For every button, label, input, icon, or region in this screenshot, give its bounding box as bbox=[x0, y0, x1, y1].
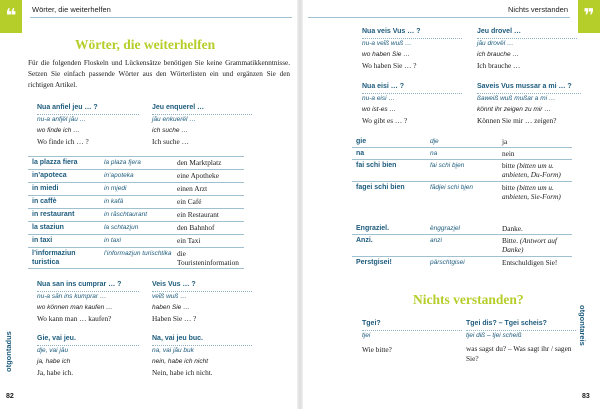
phrase-literal: wo können man kaufen … bbox=[37, 304, 113, 311]
phrase-phonetic: na, vai jău buk bbox=[152, 347, 194, 354]
table-german: den Bahnhof bbox=[177, 223, 215, 232]
table-german: ein Taxi bbox=[177, 236, 201, 245]
phrase-literal: haben Sie … bbox=[152, 304, 190, 311]
table-phonetic: in’apoteka bbox=[104, 172, 134, 179]
divider bbox=[477, 93, 581, 94]
table-german: Danke. bbox=[502, 224, 523, 233]
phrase-german: Nein, habe ich nicht. bbox=[152, 368, 213, 377]
table-rule bbox=[28, 208, 244, 209]
phrase-phonetic: tjei bbox=[362, 332, 371, 339]
phrase-label: Jeu enquerel … bbox=[152, 104, 205, 111]
phrase-german: Können Sie mir … zeigen? bbox=[477, 116, 557, 125]
table-phonetic: in taxi bbox=[104, 237, 121, 244]
table-phonetic: anzi bbox=[430, 237, 442, 244]
phrase-label: Tgei dis? – Tgei scheis? bbox=[466, 320, 547, 327]
table-german bbox=[502, 183, 574, 201]
divider bbox=[477, 38, 577, 39]
table-rule bbox=[28, 221, 244, 222]
header-rule bbox=[30, 17, 292, 18]
phrase-label: Gie, vai jeu. bbox=[37, 335, 76, 342]
table-phonetic: la plaza fi̯era bbox=[104, 159, 141, 166]
phrase-german: Wo finde ich … ? bbox=[37, 137, 89, 146]
phrase-german: Wie bitte? bbox=[362, 345, 392, 354]
table-german: nein bbox=[502, 149, 515, 158]
divider bbox=[152, 345, 252, 346]
divider bbox=[362, 93, 462, 94]
table-phonetic: na bbox=[430, 150, 438, 157]
table-german: Entschuldigen Sie! bbox=[502, 258, 558, 267]
phrase-label: Nua eisi … ? bbox=[362, 83, 405, 90]
phrase-german: Wo kann man … kaufen? bbox=[37, 314, 112, 323]
table-phonetic: ënggrazi̯el bbox=[430, 225, 460, 232]
phrase-phonetic: nu-a veĭß wuß … bbox=[362, 40, 412, 47]
table-phonetic: fădjei schi bi̯en bbox=[430, 184, 473, 191]
phrase-literal: ich suche … bbox=[152, 127, 188, 134]
divider bbox=[466, 330, 576, 331]
phrase-literal: wo finde ich … bbox=[37, 127, 80, 134]
german-text: bitte bbox=[502, 161, 517, 170]
table-term: l’informaziun turistica bbox=[32, 250, 76, 266]
running-header: Nichts verstanden bbox=[508, 5, 569, 14]
phrase-label: Nua anfiel jeu … ? bbox=[37, 104, 98, 111]
table-term: gie bbox=[356, 138, 367, 145]
table-german: ja bbox=[502, 137, 508, 146]
phrase-label: Nua veis Vus … ? bbox=[362, 28, 421, 35]
phrase-label: Jeu drovel … bbox=[477, 28, 521, 35]
page-number: 82 bbox=[6, 393, 14, 400]
table-term: fai schi bien bbox=[356, 162, 397, 169]
phrase-literal: was sagst du? – Was sagt ihr / sagen Sie? bbox=[466, 344, 572, 363]
phrase-german: Wo haben Sie … ? bbox=[362, 61, 417, 70]
page-number: 83 bbox=[582, 393, 590, 400]
table-phonetic: in mi̯edi bbox=[104, 185, 127, 192]
phrase-german: Ich brauche … bbox=[477, 61, 521, 70]
table-rule bbox=[352, 234, 572, 235]
table-phonetic: in răschtaurant bbox=[104, 211, 147, 218]
table-rule bbox=[28, 182, 244, 183]
phrase-phonetic: nu-a săn ins kumprar … bbox=[37, 293, 107, 300]
section-title: Nichts verstanden? bbox=[413, 292, 524, 307]
divider bbox=[152, 114, 252, 115]
phrase-label: Veis Vus … ? bbox=[152, 281, 196, 288]
table-term: la staziun bbox=[32, 224, 64, 231]
table-german: die Touristeninformation bbox=[177, 249, 239, 267]
intro-paragraph: Für die folgenden Floskeln und Lückensätze benötigen Sie keine Grammatikkenntnisse. Setzen Sie einfach passende Wörter aus den Wörterlisten ein und ergänzen Sie den richtigen Artikel. bbox=[28, 59, 290, 89]
phrase-german: Ja, habe ich. bbox=[37, 368, 74, 377]
german-note: (bitten um u. anbieten, Du-Form) bbox=[502, 161, 561, 179]
table-term: la plazza fiera bbox=[32, 159, 78, 166]
table-phonetic: pärschtgisei bbox=[430, 259, 465, 266]
running-header: Wörter, die weiterhelfen bbox=[32, 5, 111, 14]
phrase-phonetic: tjei diß – tjei scheiß bbox=[466, 332, 522, 339]
table-german bbox=[502, 161, 574, 179]
header-rule bbox=[308, 17, 570, 18]
table-german: ein Restaurant bbox=[177, 210, 219, 219]
table-term: Engraziel. bbox=[356, 225, 390, 232]
phrase-phonetic: jău enkuerël … bbox=[152, 116, 196, 123]
table-german: ein Café bbox=[177, 197, 202, 206]
table-phonetic: la schtazi̯un bbox=[104, 224, 139, 231]
table-rule bbox=[352, 147, 572, 148]
phrase-literal: wo ist-es … bbox=[362, 106, 396, 113]
phrase-german: Haben Sie … ? bbox=[152, 314, 197, 323]
divider bbox=[362, 38, 462, 39]
table-german: einen Arzt bbox=[177, 184, 208, 193]
table-term: fagei schi bien bbox=[356, 184, 405, 191]
phrase-phonetic: nu-a anfi̯ël jău … bbox=[37, 116, 87, 123]
phrase-phonetic: dje, vai jău bbox=[37, 347, 69, 354]
table-term: Anzi. bbox=[356, 237, 373, 244]
phrase-german: Ich suche … bbox=[152, 137, 189, 146]
table-rule bbox=[28, 247, 244, 248]
phrase-phonetic: ßaweiß wuß mußar a mi … bbox=[477, 95, 556, 102]
divider bbox=[37, 345, 139, 346]
side-tab: otgontareis bbox=[578, 305, 587, 346]
table-term: na bbox=[356, 150, 365, 157]
table-term: in caffè bbox=[32, 198, 57, 205]
german-note: (Antwort auf Danke) bbox=[502, 236, 557, 254]
table-german bbox=[502, 236, 574, 254]
phrase-label: Nua san ins cumprar … ? bbox=[37, 281, 122, 288]
table-phonetic: in kafä bbox=[104, 198, 124, 205]
german-note: (bitten um u. anbieten, Sie-Form) bbox=[502, 183, 561, 201]
side-tab: otgontadus bbox=[4, 331, 13, 372]
phrase-phonetic: nu-a eisi … bbox=[362, 95, 395, 102]
quote-mark-icon: ❞ bbox=[578, 0, 600, 33]
table-phonetic: fai schi bi̯en bbox=[430, 162, 465, 169]
table-rule bbox=[352, 181, 572, 182]
phrase-literal: ja, habe ich bbox=[37, 358, 71, 365]
table-term: in miedi bbox=[32, 185, 59, 192]
right-page bbox=[300, 0, 600, 409]
quote-mark-icon: ❝ bbox=[0, 0, 22, 33]
phrase-literal: ich brauche … bbox=[477, 51, 519, 58]
phrase-phonetic: veĭß wuß … bbox=[152, 293, 187, 300]
table-rule bbox=[352, 256, 572, 257]
phrase-literal: nein, habe ich nicht bbox=[152, 358, 209, 365]
phrase-literal: wo haben Sie … bbox=[362, 51, 410, 58]
phrase-german: Wo gibt es … ? bbox=[362, 116, 408, 125]
table-german: den Marktplatz bbox=[177, 158, 222, 167]
divider bbox=[362, 330, 462, 331]
phrase-phonetic: jău drovël … bbox=[477, 40, 514, 47]
phrase-label: Saveis Vus mussar a mi … ? bbox=[477, 83, 572, 90]
divider bbox=[152, 291, 252, 292]
table-rule bbox=[28, 169, 244, 170]
table-german: eine Apotheke bbox=[177, 171, 219, 180]
table-rule bbox=[352, 159, 572, 160]
table-term: Perstgisei! bbox=[356, 259, 392, 266]
table-phonetic: l’informazi̯un turischtika bbox=[104, 250, 172, 257]
divider bbox=[37, 291, 139, 292]
page-title: Wörter, die weiterhelfen bbox=[75, 37, 216, 52]
table-rule bbox=[28, 234, 244, 235]
divider bbox=[37, 114, 139, 115]
phrase-label: Na, vai jeu buc. bbox=[152, 335, 203, 342]
table-rule bbox=[28, 156, 244, 157]
table-rule bbox=[28, 268, 244, 269]
german-text: bitte bbox=[502, 183, 517, 192]
table-term: in restaurant bbox=[32, 211, 75, 218]
german-text: Bitte. bbox=[502, 236, 520, 245]
table-term: in taxi bbox=[32, 237, 53, 244]
phrase-literal: könnt ihr zeigen zu mir … bbox=[477, 106, 551, 113]
phrase-label: Tgei? bbox=[362, 320, 381, 327]
table-phonetic: dje bbox=[430, 138, 439, 145]
table-rule bbox=[28, 195, 244, 196]
table-term: in’apoteca bbox=[32, 172, 67, 179]
